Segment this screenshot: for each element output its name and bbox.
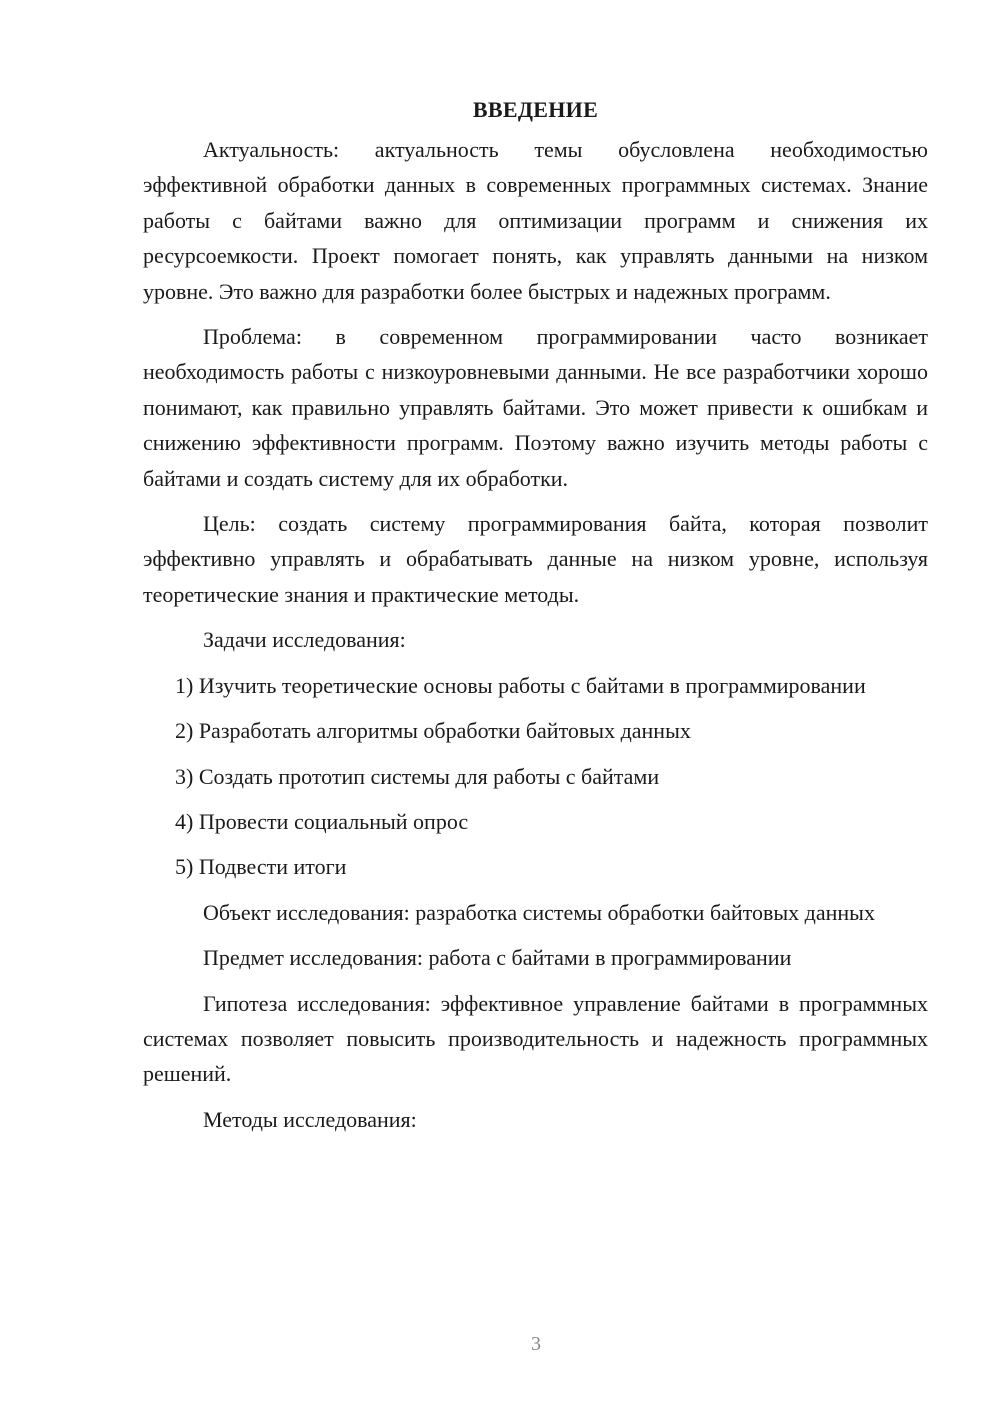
paragraph-object: Объект исследования: разработка системы обработки байтовых данных (203, 899, 875, 925)
section-title: ВВЕДЕНИЕ (472, 97, 599, 122)
page-content (143, 92, 928, 1147)
task-item-2: 2) Разработать алгоритмы обработки байтовых данных (175, 718, 691, 744)
methods-heading: Методы исследования: (203, 1106, 417, 1132)
paragraph-subject: Предмет исследования: работа с байтами в программировании (203, 945, 792, 971)
task-item-3: 3) Создать прототип системы для работы с байтами (175, 763, 660, 789)
paragraph-relevance: Актуальность: актуальность темы обусловлена необходимостью эффективной обработки данных в современных программных системах. Знание работы с байтами важно для оптимизации программ и снижения их ресурсоемкости. Проект помогает понять, как управлять данными на низком уровне. Это важно для разработки более быстрых и надежных программ. (143, 137, 928, 304)
task-item-1: 1) Изучить теоретические основы работы с байтами в программировании (175, 672, 866, 698)
tasks-heading: Задачи исследования: (203, 627, 406, 653)
page-number: 3 (531, 1333, 541, 1355)
paragraph-problem: Проблема: в современном программировании часто возникает необходимость работы с низкоуровневыми данными. Не все разработчики хорошо понимают, как правильно управлять байтами. Это может привести к ошибкам и снижению эффективности программ. Поэтому важно изучить методы работы с байтами и создать систему для их обработки. (143, 324, 928, 491)
paragraph-hypothesis: Гипотеза исследования: эффективное управление байтами в программных системах позволяет повысить производительность и надежность программных решений. (143, 990, 928, 1087)
task-item-4: 4) Провести социальный опрос (175, 808, 469, 834)
paragraph-goal: Цель: создать систему программирования байта, которая позволит эффективно управлять и обрабатывать данные на низком уровне, используя теоретические знания и практические методы. (143, 511, 928, 607)
task-item-5: 5) Подвести итоги (175, 854, 347, 880)
